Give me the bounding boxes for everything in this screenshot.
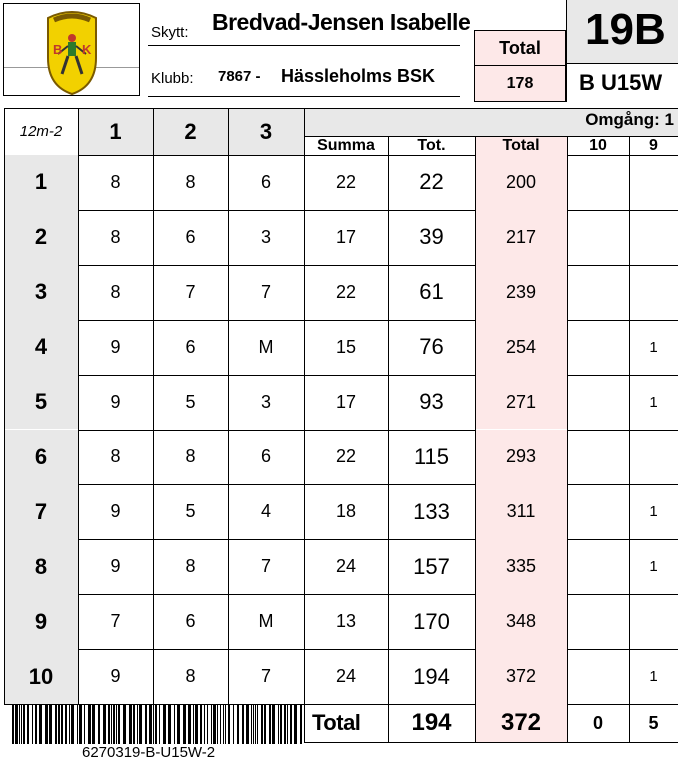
- series-1-score: 9: [110, 666, 121, 687]
- row-total: 200: [475, 155, 567, 210]
- series-2-score: 8: [185, 171, 196, 192]
- row-total: 254: [475, 320, 567, 375]
- row-total: 348: [475, 594, 567, 649]
- series-header-1: 1: [109, 118, 122, 144]
- shooter-label: Skytt:: [151, 24, 189, 41]
- series-2-score: 5: [185, 501, 196, 522]
- series-2-score: 8: [185, 556, 196, 577]
- row-total: 239: [475, 265, 567, 320]
- series-3-score: M: [258, 611, 274, 632]
- row-total: 372: [475, 649, 567, 704]
- row-nines: 1: [649, 558, 658, 576]
- lane-number: 19B: [585, 5, 666, 54]
- series-3-score: 6: [260, 446, 271, 467]
- row-sum: 13: [335, 611, 357, 632]
- series-1-score: 9: [110, 336, 121, 357]
- row-tot: 194: [413, 663, 450, 689]
- row-sum: 22: [335, 281, 357, 302]
- footer-tot: 194: [411, 709, 452, 736]
- row-tens: [567, 265, 629, 320]
- tens-header: 10: [589, 136, 607, 154]
- series-2-score: 6: [185, 226, 196, 247]
- row-tens: [567, 210, 629, 265]
- series-3-score: 3: [260, 391, 271, 412]
- club-underline: [148, 96, 460, 97]
- tot-header: Tot.: [417, 136, 446, 154]
- row-sum: 17: [335, 391, 357, 412]
- row-sum: 24: [335, 666, 357, 687]
- row-number: 3: [4, 265, 78, 320]
- footer-tens: 0: [592, 712, 603, 733]
- row-number: 9: [4, 594, 78, 649]
- total-header: Total: [502, 136, 540, 154]
- row-tens: [567, 375, 629, 430]
- row-tot: 22: [419, 169, 444, 195]
- series-1-score: 9: [110, 391, 121, 412]
- row-nines: 1: [649, 503, 658, 521]
- row-sum: 15: [335, 336, 357, 357]
- barcode-text: 6270319-B-U15W-2: [82, 744, 216, 761]
- series-2-score: 6: [185, 611, 196, 632]
- lane-box: [566, 0, 678, 64]
- series-1-score: 8: [110, 446, 121, 467]
- club-label: Klubb:: [151, 70, 194, 87]
- series-3-score: 7: [260, 556, 271, 577]
- series-2-score: 7: [185, 281, 196, 302]
- row-tens: [567, 320, 629, 375]
- row-number: 6: [4, 430, 78, 485]
- footer-total: 372: [500, 709, 542, 736]
- row-tens: [567, 155, 629, 210]
- row-sum: 24: [335, 556, 357, 577]
- row-number: 5: [4, 375, 78, 430]
- shooter-underline: [148, 45, 460, 46]
- row-total: 217: [475, 210, 567, 265]
- series-1-score: 8: [110, 171, 121, 192]
- row-number: 8: [4, 539, 78, 594]
- series-2-score: 8: [185, 666, 196, 687]
- row-tens: [567, 649, 629, 704]
- club-id: 7867 -: [218, 68, 261, 85]
- series-1-score: 9: [110, 556, 121, 577]
- series-2-score: 5: [185, 391, 196, 412]
- series-2-score: 6: [185, 336, 196, 357]
- header-total-box: [474, 30, 566, 102]
- row-nines: [629, 594, 678, 649]
- row-nines: [629, 430, 678, 485]
- shooter-name: Bredvad-Jensen Isabelle: [212, 9, 471, 35]
- series-1-score: 7: [110, 611, 121, 632]
- series-header-3: 3: [259, 118, 273, 144]
- header-total-value: 178: [475, 66, 565, 101]
- row-nines: 1: [649, 393, 658, 411]
- row-number: 10: [4, 649, 78, 704]
- row-tot: 61: [419, 279, 444, 305]
- row-sum: 22: [335, 171, 357, 192]
- row-sum: 17: [335, 226, 357, 247]
- footer-total-label: Total: [312, 710, 361, 735]
- row-tens: [567, 594, 629, 649]
- nines-header: 9: [649, 136, 658, 154]
- row-tot: 115: [413, 443, 450, 469]
- series-1-score: 8: [110, 226, 121, 247]
- row-total: 311: [475, 484, 567, 539]
- corner-label: 12m-2: [19, 123, 63, 140]
- row-nines: 1: [649, 668, 658, 686]
- row-tot: 93: [419, 389, 444, 415]
- row-nines: [629, 155, 678, 210]
- row-nines: 1: [649, 338, 658, 356]
- header-total-label: Total: [475, 31, 565, 65]
- row-total: 271: [475, 375, 567, 430]
- row-sum: 18: [335, 501, 357, 522]
- row-tens: [567, 539, 629, 594]
- row-total: 335: [475, 539, 567, 594]
- club-name: Hässleholms BSK: [281, 66, 436, 86]
- row-number: 2: [4, 210, 78, 265]
- row-tot: 157: [413, 553, 450, 579]
- row-tot: 39: [419, 224, 444, 250]
- series-header-2: 2: [184, 118, 197, 144]
- row-tens: [567, 484, 629, 539]
- club-logo-icon: [44, 8, 100, 96]
- row-tot: 133: [413, 498, 450, 524]
- logo-box: [3, 3, 140, 96]
- series-3-score: 3: [260, 226, 271, 247]
- row-number: 7: [4, 484, 78, 539]
- series-3-score: M: [258, 336, 274, 357]
- row-tot: 76: [419, 334, 444, 360]
- series-1-score: 8: [110, 281, 121, 302]
- row-nines: [629, 265, 678, 320]
- svg-text:B: B: [53, 42, 63, 57]
- row-number: 1: [4, 155, 78, 210]
- round-label: Omgång: 1: [585, 110, 674, 129]
- footer-nines: 5: [648, 712, 659, 733]
- series-3-score: 7: [260, 281, 271, 302]
- class-label: B U15W: [566, 64, 678, 102]
- series-3-score: 7: [260, 666, 271, 687]
- row-tot: 170: [413, 608, 450, 634]
- series-3-score: 6: [260, 171, 271, 192]
- series-2-score: 8: [185, 446, 196, 467]
- row-tens: [567, 430, 629, 485]
- svg-text:K: K: [82, 42, 92, 57]
- series-1-score: 9: [110, 501, 121, 522]
- series-3-score: 4: [260, 501, 271, 522]
- row-sum: 22: [335, 446, 357, 467]
- barcode: [12, 704, 302, 744]
- row-total: 293: [475, 430, 567, 485]
- sum-header: Summa: [317, 136, 375, 154]
- row-number: 4: [4, 320, 78, 375]
- row-nines: [629, 210, 678, 265]
